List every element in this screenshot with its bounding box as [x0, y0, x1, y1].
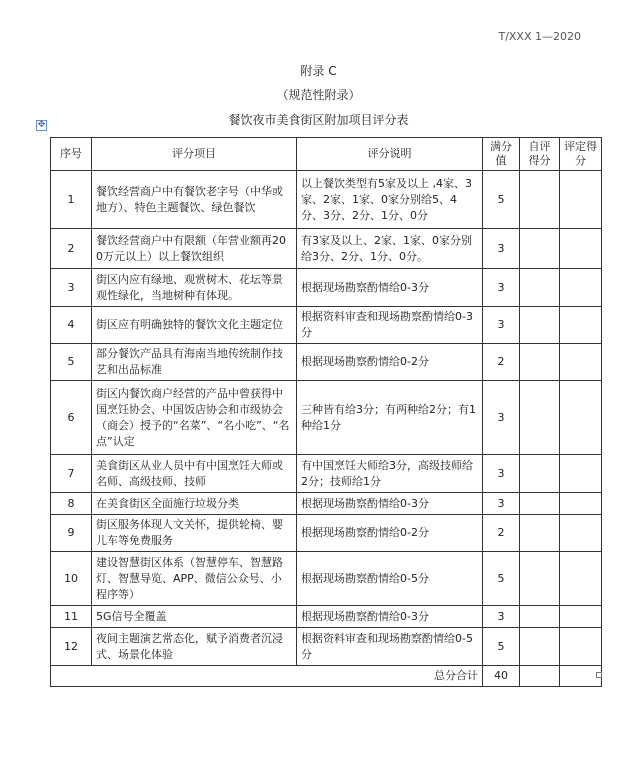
standard-code: T/XXX 1—2020 [498, 30, 581, 43]
row-item: 建设智慧街区体系（智慧停车、智慧路灯、智慧导览、APP、微信公众号、小程序等） [92, 552, 297, 606]
row-full-score: 5 [483, 171, 520, 229]
header-item: 评分项目 [92, 138, 297, 171]
table-resize-handle[interactable] [596, 672, 602, 678]
row-review-score[interactable] [560, 628, 602, 666]
table-move-icon[interactable]: ✥ [37, 120, 46, 130]
row-review-score[interactable] [560, 455, 602, 493]
row-full-score: 3 [483, 455, 520, 493]
header-full-score: 满分值 [483, 138, 520, 171]
row-item: 美食街区从业人员中有中国烹饪大师或名师、高级技师、技师 [92, 455, 297, 493]
row-review-score[interactable] [560, 229, 602, 269]
row-full-score: 3 [483, 493, 520, 515]
row-item: 街区内应有绿地、观赏树木、花坛等景观性绿化，当地树种有体现。 [92, 269, 297, 307]
row-full-score: 2 [483, 515, 520, 552]
total-value: 40 [483, 666, 520, 687]
header-no: 序号 [51, 138, 92, 171]
table-row [51, 552, 602, 606]
row-no: 12 [51, 628, 92, 666]
row-item: 夜间主题演艺常态化，赋予消费者沉浸式、场景化体验 [92, 628, 297, 666]
appendix-title: 附录 C [300, 64, 337, 78]
table-row [51, 171, 602, 229]
header-review-score: 评定得分 [560, 138, 602, 171]
row-review-score[interactable] [560, 171, 602, 229]
row-full-score: 5 [483, 628, 520, 666]
header-desc: 评分说明 [297, 138, 483, 171]
row-review-score[interactable] [560, 606, 602, 628]
appendix-nature: （规范性附录） [276, 88, 361, 102]
table-row [51, 344, 602, 381]
row-full-score: 3 [483, 229, 520, 269]
row-review-score[interactable] [560, 515, 602, 552]
row-item: 在美食街区全面施行垃圾分类 [92, 493, 297, 515]
row-no: 4 [51, 307, 92, 344]
row-desc: 三种皆有给3分；有两种给2分；有1种给1分 [297, 381, 483, 455]
row-desc: 根据资料审查和现场勘察酌情给0-3分 [297, 307, 483, 344]
row-desc: 根据现场勘察酌情给0-2分 [297, 515, 483, 552]
row-no: 10 [51, 552, 92, 606]
row-full-score: 3 [483, 307, 520, 344]
row-no: 11 [51, 606, 92, 628]
row-desc: 根据现场勘察酌情给0-3分 [297, 493, 483, 515]
table-row [51, 307, 602, 344]
row-item: 5G信号全覆盖 [92, 606, 297, 628]
row-desc: 根据现场勘察酌情给0-5分 [297, 552, 483, 606]
header-self-score: 自评得分 [520, 138, 560, 171]
row-desc: 以上餐饮类型有5家及以上 ,4家、3家、2家、1家、0家分别给5、4分、3分、2分、1分、0分 [297, 171, 483, 229]
row-self-score[interactable] [520, 229, 560, 269]
row-self-score[interactable] [520, 307, 560, 344]
row-self-score[interactable] [520, 552, 560, 606]
row-item: 餐饮经营商户中有餐饮老字号（中华或地方）、特色主题餐饮、绿色餐饮 [92, 171, 297, 229]
row-review-score[interactable] [560, 552, 602, 606]
table-row [51, 229, 602, 269]
table-row [51, 493, 602, 515]
row-desc: 根据资料审查和现场勘察酌情给0-5分 [297, 628, 483, 666]
row-no: 2 [51, 229, 92, 269]
table-row [51, 515, 602, 552]
row-review-score[interactable] [560, 307, 602, 344]
total-label: 总分合计 [51, 666, 483, 687]
total-row [51, 666, 602, 687]
row-review-score[interactable] [560, 381, 602, 455]
scoring-table [50, 137, 602, 687]
row-full-score: 3 [483, 381, 520, 455]
row-item: 部分餐饮产品具有海南当地传统制作技艺和出品标准 [92, 344, 297, 381]
row-self-score[interactable] [520, 344, 560, 381]
table-header-row [51, 138, 602, 171]
table-row [51, 381, 602, 455]
row-desc: 有中国烹饪大师给3分，高级技师给2分；技师给1分 [297, 455, 483, 493]
row-desc: 根据现场勘察酌情给0-3分 [297, 269, 483, 307]
row-item: 餐饮经营商户中有限额（年营业额再200万元以上）以上餐饮组织 [92, 229, 297, 269]
row-self-score[interactable] [520, 171, 560, 229]
table-title: 餐饮夜市美食街区附加项目评分表 [228, 113, 409, 127]
row-no: 7 [51, 455, 92, 493]
row-review-score[interactable] [560, 493, 602, 515]
row-no: 6 [51, 381, 92, 455]
row-full-score: 3 [483, 606, 520, 628]
row-self-score[interactable] [520, 455, 560, 493]
row-review-score[interactable] [560, 344, 602, 381]
row-self-score[interactable] [520, 381, 560, 455]
row-full-score: 5 [483, 552, 520, 606]
row-full-score: 2 [483, 344, 520, 381]
table-row [51, 269, 602, 307]
row-no: 9 [51, 515, 92, 552]
row-desc: 根据现场勘察酌情给0-2分 [297, 344, 483, 381]
row-self-score[interactable] [520, 269, 560, 307]
row-item: 街区服务体现人文关怀，提供轮椅、婴儿车等免费服务 [92, 515, 297, 552]
table-row [51, 606, 602, 628]
row-no: 1 [51, 171, 92, 229]
table-row [51, 628, 602, 666]
row-self-score[interactable] [520, 606, 560, 628]
row-no: 5 [51, 344, 92, 381]
row-desc: 根据现场勘察酌情给0-3分 [297, 606, 483, 628]
row-desc: 有3家及以上、2家、1家、0家分别给3分、2分、1分、0分。 [297, 229, 483, 269]
table-row [51, 455, 602, 493]
row-item: 街区应有明确独特的餐饮文化主题定位 [92, 307, 297, 344]
row-no: 3 [51, 269, 92, 307]
row-self-score[interactable] [520, 628, 560, 666]
row-full-score: 3 [483, 269, 520, 307]
row-no: 8 [51, 493, 92, 515]
row-self-score[interactable] [520, 493, 560, 515]
row-item: 街区内餐饮商户经营的产品中曾获得中国烹饪协会、中国饭店协会和市级协会（商会）授予的“名菜”、“名小吃”、“名点”认定 [92, 381, 297, 455]
row-self-score[interactable] [520, 515, 560, 552]
row-review-score[interactable] [560, 269, 602, 307]
total-self-score[interactable] [520, 666, 560, 687]
